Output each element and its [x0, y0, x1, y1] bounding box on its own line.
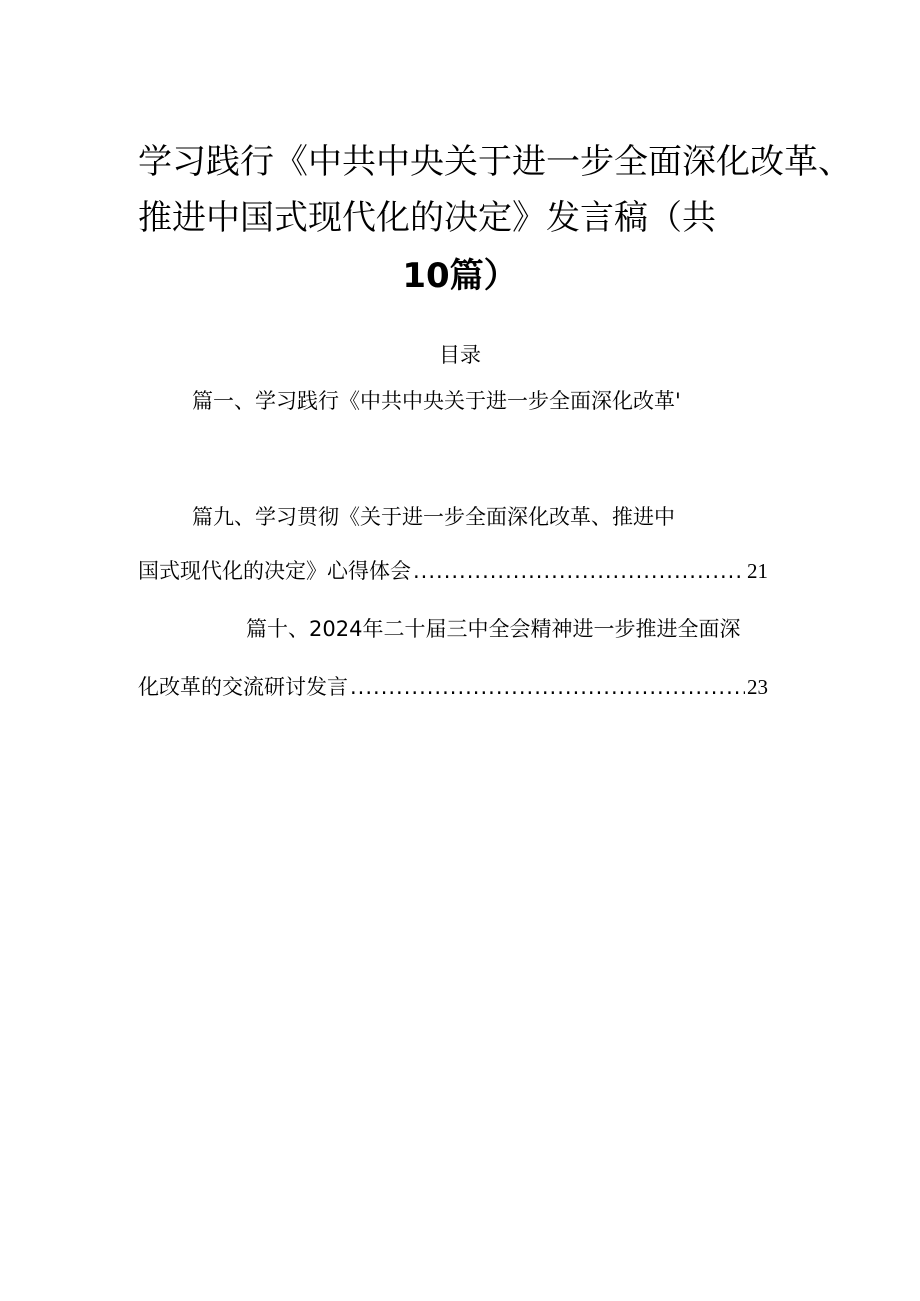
toc-entry-9-text: 国式现代化的决定》心得体会 — [138, 559, 411, 583]
toc-entry-10-text: 化改革的交流研讨发言 — [138, 675, 348, 699]
document-title-line-1: 学习践行《中共中央关于进一步全面深化改革、 — [138, 142, 852, 182]
toc-entry-10-page-number: 23 — [747, 675, 768, 699]
toc-entry-9-line-1[interactable]: 篇九、学习贯彻《关于进一步全面深化改革、推进中 — [192, 505, 675, 529]
toc-entry-9-line-2[interactable] — [138, 556, 768, 586]
document-title-line-3: 10篇） — [402, 256, 518, 296]
toc-entry-10-line-1[interactable]: 篇十、2024年二十届三中全会精神进一步推进全面深 — [246, 617, 741, 641]
toc-entry-9-page-number: 21 — [747, 559, 768, 583]
toc-heading: 目录 — [439, 343, 481, 367]
document-title-line-2: 推进中国式现代化的决定》发言稿（共 — [138, 198, 716, 238]
toc-entry-1[interactable]: 篇一、学习践行《中共中央关于进一步全面深化改革' — [192, 389, 681, 413]
toc-entry-10-line-2[interactable] — [138, 672, 768, 702]
dot-leader — [350, 672, 745, 702]
dot-leader — [413, 556, 745, 586]
